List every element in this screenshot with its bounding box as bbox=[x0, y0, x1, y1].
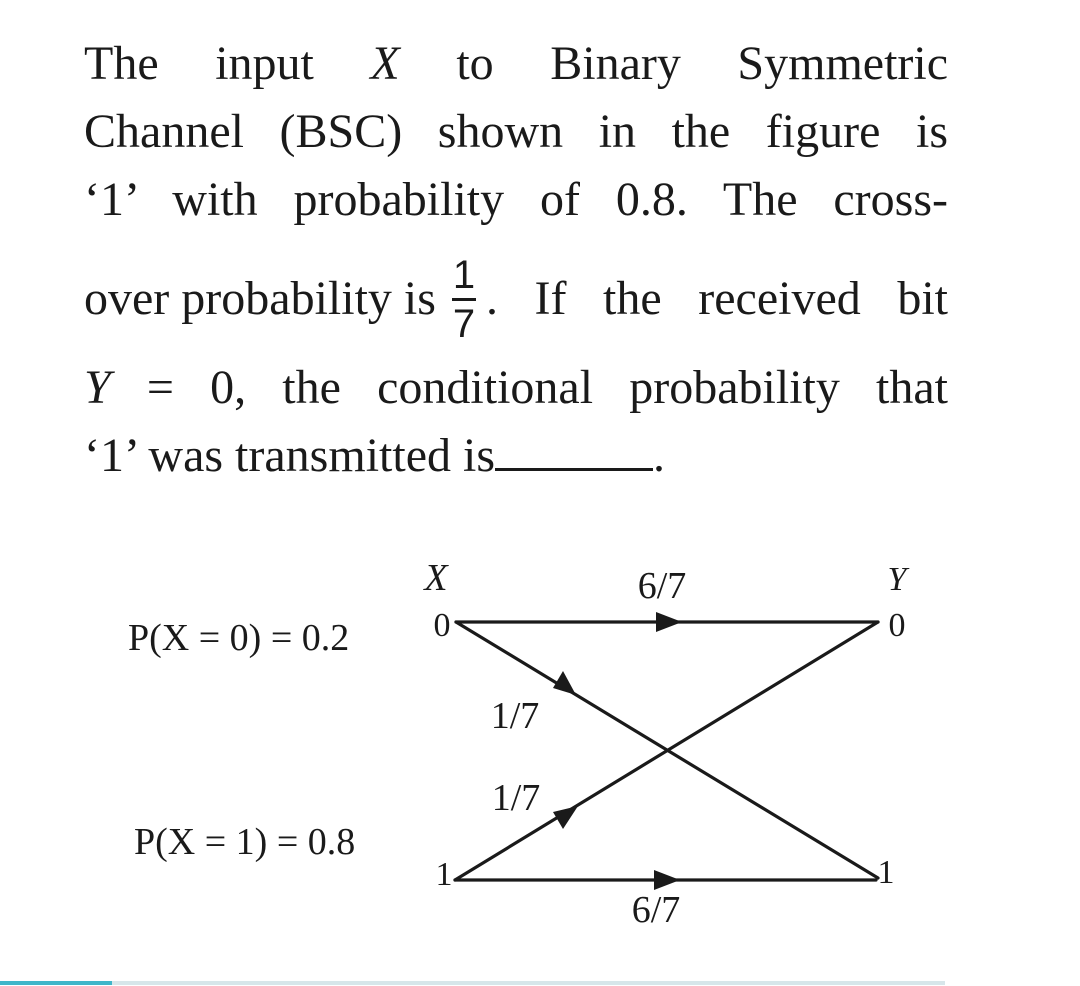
word: Binary bbox=[550, 37, 681, 90]
question-line-2: Channel (BSC) shown in the figure is bbox=[84, 105, 948, 158]
output-node-1-label: 1 bbox=[877, 854, 895, 891]
period: . bbox=[653, 429, 666, 482]
word: input bbox=[215, 37, 314, 90]
text-segment: . If the received bit bbox=[485, 272, 948, 325]
word: The bbox=[84, 37, 159, 90]
text-segment: over probability is bbox=[84, 272, 436, 325]
variable-y: Y bbox=[84, 361, 111, 414]
fraction-numerator: 1 bbox=[452, 252, 476, 297]
fraction-one-seventh bbox=[452, 252, 476, 346]
edge-label-top-straight: 6/7 bbox=[637, 565, 687, 607]
output-axis-label: Y bbox=[887, 561, 907, 598]
text-segment: ‘1’ was transmitted is bbox=[84, 429, 496, 482]
fraction-denominator: 7 bbox=[452, 301, 476, 346]
arrow-head-bottom-straight bbox=[654, 870, 680, 890]
arrow-head-bottom-cross bbox=[553, 806, 578, 829]
arrow-head-top-straight bbox=[656, 612, 682, 632]
bsc-diagram bbox=[0, 540, 1080, 965]
edge-label-bottom-cross: 1/7 bbox=[491, 777, 541, 819]
arrow-head-top-cross bbox=[553, 671, 576, 695]
variable-x: X bbox=[370, 37, 400, 90]
input-axis-label: X bbox=[424, 557, 448, 599]
answer-blank bbox=[495, 428, 653, 471]
bottom-divider-accent bbox=[0, 981, 112, 985]
question-line-3: ‘1’ with probability of 0.8. The cross- bbox=[84, 173, 948, 226]
word: Symmetric bbox=[737, 37, 949, 90]
edge-label-top-cross: 1/7 bbox=[490, 695, 540, 737]
question-line-1 bbox=[84, 30, 948, 98]
edge-label-bottom-straight: 6/7 bbox=[631, 889, 681, 931]
bsc-diagram-svg bbox=[0, 540, 1080, 960]
text-segment: , the conditional probability that bbox=[234, 361, 949, 414]
output-node-0-label: 0 bbox=[888, 607, 906, 644]
prior-x0-label: P(X = 0) = 0.2 bbox=[128, 617, 350, 659]
question-text bbox=[84, 30, 948, 490]
word: to bbox=[456, 37, 494, 90]
equation-part: = 0 bbox=[110, 361, 235, 414]
bottom-divider bbox=[0, 981, 945, 985]
question-line-4 bbox=[84, 244, 948, 354]
input-node-0-label: 0 bbox=[433, 607, 451, 644]
prior-x1-label: P(X = 1) = 0.8 bbox=[134, 821, 356, 863]
input-node-1-label: 1 bbox=[435, 856, 453, 893]
question-line-6 bbox=[84, 422, 948, 490]
question-line-5 bbox=[84, 354, 948, 422]
